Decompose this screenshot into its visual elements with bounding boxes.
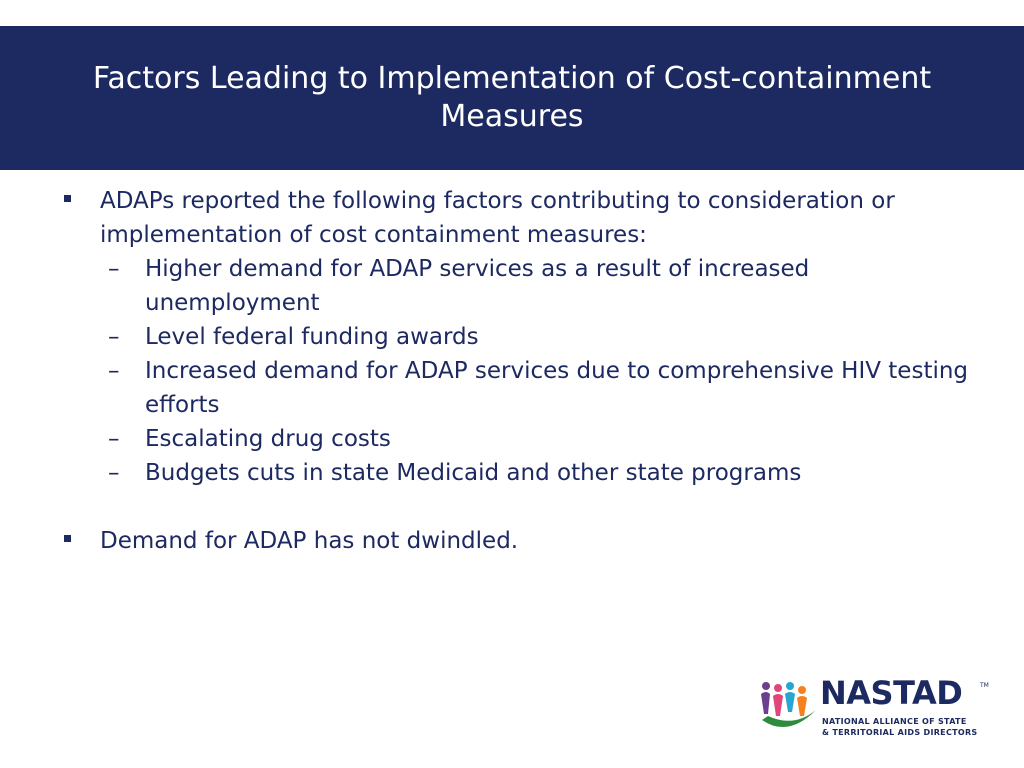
bullet-item [64, 184, 984, 252]
sub-bullet-text: Escalating drug costs [145, 426, 391, 452]
sub-bullet-text: Higher demand for ADAP services as a result of increased unemployment [145, 256, 810, 316]
bullet-text: ADAPs reported the following factors contributing to consideration or implementation of cost containment measures: [100, 188, 895, 248]
nastad-logo [758, 676, 998, 744]
dash-marker: – [108, 324, 120, 350]
spacer [64, 490, 984, 524]
sub-bullet-item [64, 456, 984, 490]
sub-bullet-item [64, 422, 984, 456]
logo-tagline-line1: NATIONAL ALLIANCE OF STATE [822, 717, 967, 726]
dash-marker: – [108, 256, 120, 282]
sub-bullet-text: Increased demand for ADAP services due to comprehensive HIV testing efforts [145, 358, 969, 418]
people-figures-icon [758, 676, 820, 736]
dash-marker: – [108, 426, 120, 452]
slide-content [64, 184, 984, 558]
square-bullet-icon [64, 195, 71, 202]
logo-wordmark: NASTAD [820, 674, 963, 712]
trademark-mark: TM [980, 682, 989, 689]
bullet-item [64, 524, 984, 558]
logo-tagline-line2: & TERRITORIAL AIDS DIRECTORS [822, 728, 978, 737]
sub-bullet-text: Budgets cuts in state Medicaid and other state programs [145, 460, 802, 486]
bullet-text: Demand for ADAP has not dwindled. [100, 528, 519, 554]
title-band [0, 26, 1024, 170]
dash-marker: – [108, 460, 120, 486]
sub-bullet-item [64, 354, 984, 422]
sub-bullet-text: Level federal funding awards [145, 324, 479, 350]
sub-bullet-item [64, 252, 984, 320]
square-bullet-icon [64, 535, 71, 542]
sub-bullet-item [64, 320, 984, 354]
slide-title: Factors Leading to Implementation of Cost-containment Measures [92, 61, 932, 134]
dash-marker: – [108, 358, 120, 384]
